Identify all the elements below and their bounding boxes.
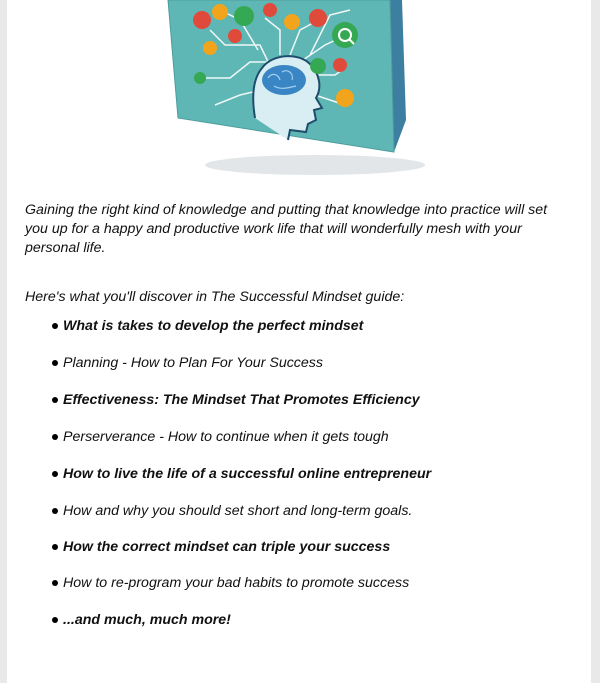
discover-lead: Here's what you'll discover in The Successful Mindset guide: xyxy=(25,289,405,305)
bullet-icon xyxy=(52,360,58,366)
list-item-text: How the correct mindset can triple your success xyxy=(63,539,391,555)
list-item-text: What is takes to develop the perfect mindset xyxy=(63,318,364,334)
right-gutter xyxy=(591,0,600,683)
left-gutter xyxy=(0,0,7,683)
list-item-text: Effectiveness: The Mindset That Promotes Efficiency xyxy=(63,392,420,408)
list-item-text: Perserverance - How to continue when it gets tough xyxy=(63,429,389,445)
bullet-icon xyxy=(52,508,58,514)
description-section xyxy=(25,201,570,628)
bullet-icon xyxy=(52,544,58,550)
bullet-icon xyxy=(52,397,58,403)
list-item-text: ...and much, much more! xyxy=(63,612,231,628)
list-item-text: How to re-program your bad habits to promote success xyxy=(63,575,410,591)
bullet-icon xyxy=(52,617,58,623)
intro-paragraph: Gaining the right kind of knowledge and putting that knowledge into practice will set you up for a happy and productive work life that will wonderfully mesh with your personal life. xyxy=(25,202,548,256)
mindset-cover-illustration xyxy=(140,0,430,185)
list-item-text: How to live the life of a successful online entrepreneur xyxy=(63,466,432,482)
bullet-icon xyxy=(52,434,58,440)
ebook-cover-image xyxy=(140,0,430,185)
list-item-text: How and why you should set short and long-term goals. xyxy=(63,503,413,519)
bullet-icon xyxy=(52,471,58,477)
bullet-icon xyxy=(52,323,58,329)
list-item-text: Planning - How to Plan For Your Success xyxy=(63,355,323,371)
bullet-icon xyxy=(52,580,58,586)
